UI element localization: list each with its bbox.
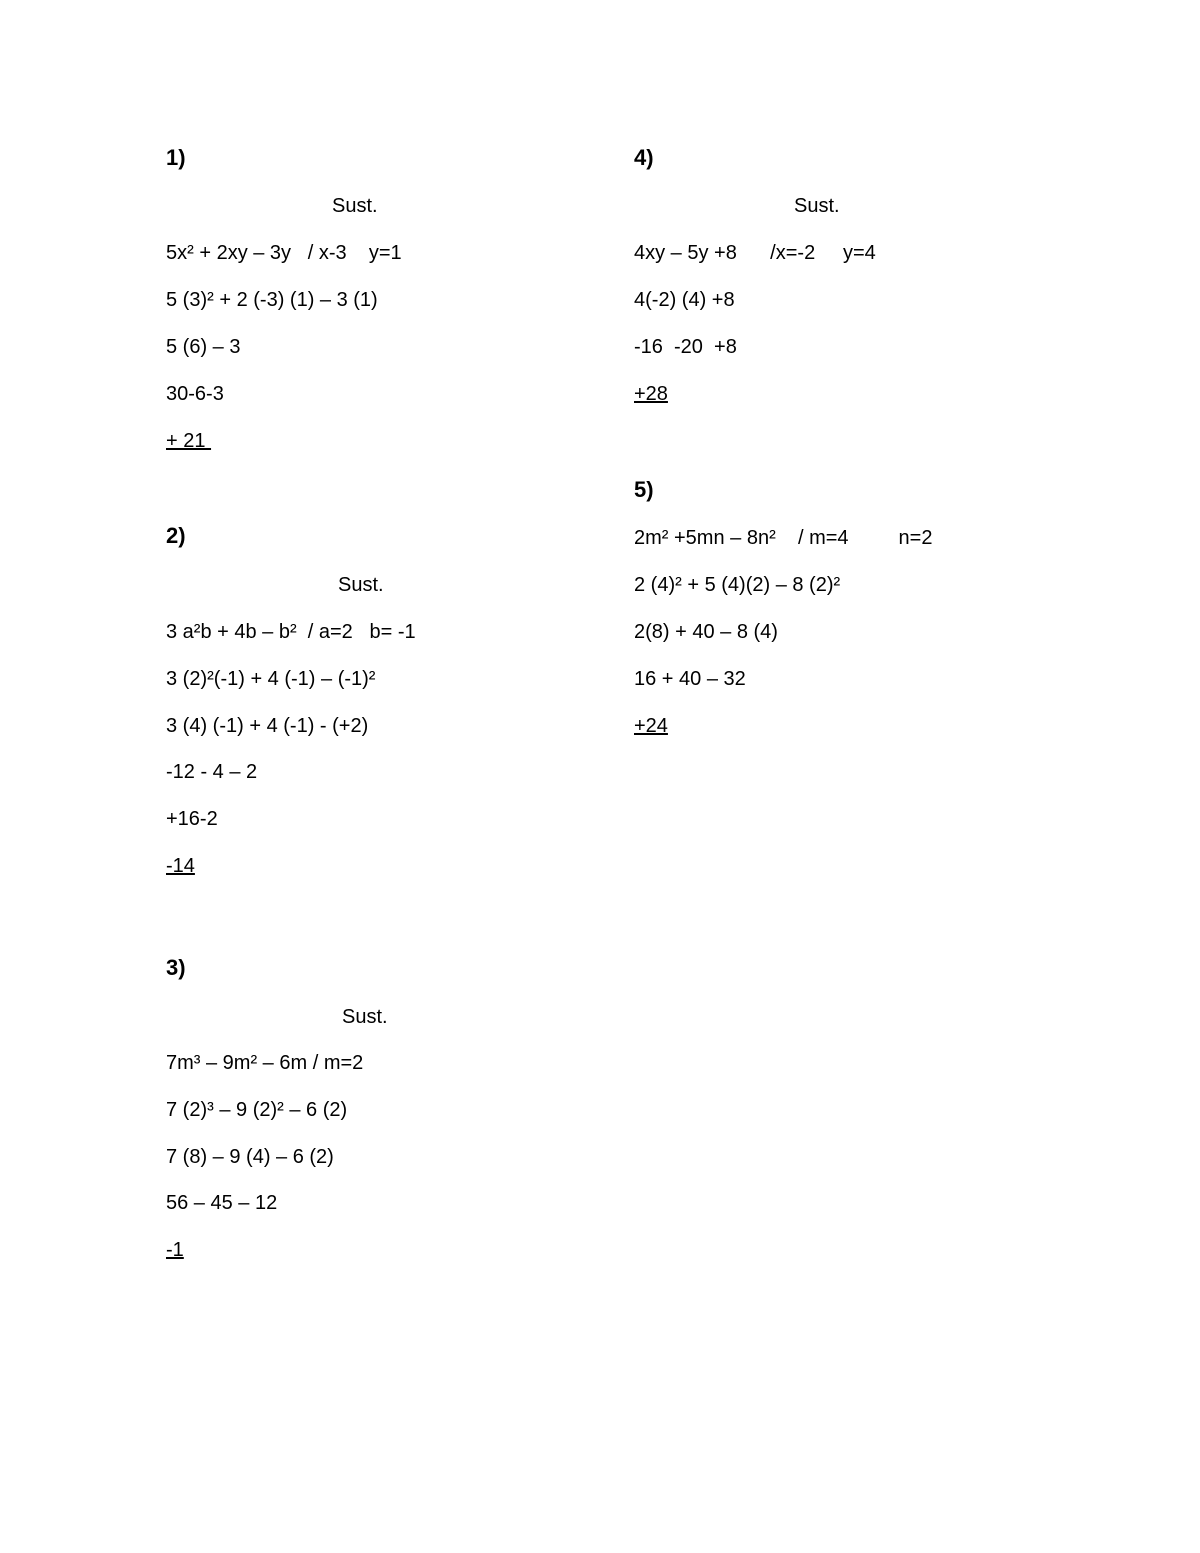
result-value: -14 bbox=[166, 855, 195, 877]
expression-line: 7 (8) – 9 (4) – 6 (2) bbox=[166, 1146, 334, 1168]
problem-number: 3) bbox=[166, 955, 186, 980]
problem-number: 1) bbox=[166, 145, 186, 170]
expression-line: 5 (6) – 3 bbox=[166, 336, 241, 358]
expression-line: 3 a²b + 4b – b² / a=2 b= -1 bbox=[166, 621, 416, 643]
expression-line: 4(-2) (4) +8 bbox=[634, 289, 735, 311]
problem-number: 5) bbox=[634, 477, 654, 502]
expression-line: +16-2 bbox=[166, 808, 218, 830]
substitution-label: Sust. bbox=[338, 574, 384, 596]
expression-line: 30-6-3 bbox=[166, 383, 224, 405]
result-value: -1 bbox=[166, 1239, 184, 1261]
expression-line: 16 + 40 – 32 bbox=[634, 668, 746, 690]
expression-line: 7 (2)³ – 9 (2)² – 6 (2) bbox=[166, 1099, 348, 1121]
expression-line: 5 (3)² + 2 (-3) (1) – 3 (1) bbox=[166, 289, 378, 311]
substitution-label: Sust. bbox=[794, 195, 840, 217]
result-value: +28 bbox=[634, 383, 668, 405]
problem-number: 2) bbox=[166, 523, 186, 548]
substitution-label: Sust. bbox=[342, 1006, 388, 1028]
problem-number: 4) bbox=[634, 145, 654, 170]
expression-line: 5x² + 2xy – 3y / x-3 y=1 bbox=[166, 242, 402, 264]
result-value: +24 bbox=[634, 715, 668, 737]
expression-line: -16 -20 +8 bbox=[634, 336, 737, 358]
expression-line: 2 (4)² + 5 (4)(2) – 8 (2)² bbox=[634, 574, 841, 596]
expression-line: -12 - 4 – 2 bbox=[166, 761, 258, 783]
result-value: + 21 bbox=[166, 430, 212, 452]
expression-line: 2m² +5mn – 8n² / m=4 n=2 bbox=[634, 527, 933, 549]
expression-line: 7m³ – 9m² – 6m / m=2 bbox=[166, 1052, 364, 1074]
expression-line: 3 (4) (-1) + 4 (-1) - (+2) bbox=[166, 715, 369, 737]
expression-line: 4xy – 5y +8 /x=-2 y=4 bbox=[634, 242, 876, 264]
expression-line: 56 – 45 – 12 bbox=[166, 1192, 278, 1214]
expression-line: 2(8) + 40 – 8 (4) bbox=[634, 621, 778, 643]
expression-line: 3 (2)²(-1) + 4 (-1) – (-1)² bbox=[166, 668, 376, 690]
substitution-label: Sust. bbox=[332, 195, 378, 217]
